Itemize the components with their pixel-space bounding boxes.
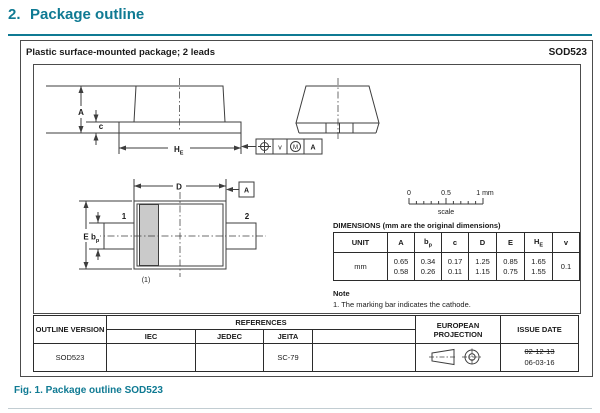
unit-cell: mm — [334, 253, 388, 281]
scale-tick-0: 0 — [407, 190, 411, 197]
label-D: D — [176, 182, 182, 192]
dimensions-table — [333, 232, 580, 281]
value-A: 0.65 0.58 — [388, 253, 415, 281]
col-v: v — [553, 233, 580, 253]
iec-cell — [107, 344, 196, 372]
issue-date-cell — [501, 344, 579, 372]
value-HE: 1.65 1.55 — [525, 253, 553, 281]
jedec-header: JEDEC — [196, 330, 264, 344]
pin-2-label: 2 — [244, 212, 250, 221]
projection-symbol-cell — [416, 344, 501, 372]
package-name: SOD523 — [548, 47, 587, 58]
scale-tick-05: 0.5 — [441, 190, 451, 197]
label-bp: $b_p$ — [91, 232, 100, 244]
section-number: 2. — [8, 6, 21, 23]
value-v: 0.1 — [553, 253, 580, 281]
iec-header: IEC — [107, 330, 196, 344]
ref-data-row — [34, 344, 579, 372]
tolerance-datum: A — [310, 144, 316, 152]
outline-version-header: OUTLINE VERSION — [34, 316, 107, 344]
label-A: A — [78, 108, 84, 117]
references-header: REFERENCES — [107, 316, 416, 330]
jeita-cell: SC-79 — [264, 344, 313, 372]
jedec-cell — [196, 344, 264, 372]
section-title-text: Package outline — [30, 6, 145, 23]
side-view — [46, 78, 322, 154]
label-E: E — [83, 232, 89, 242]
outline-version-cell: SOD523 — [34, 344, 107, 372]
position-symbol-icon — [258, 140, 271, 153]
title-rule — [8, 34, 592, 36]
label-c: c — [98, 122, 104, 131]
jeita-header: JEITA — [264, 330, 313, 344]
dimensions-heading: DIMENSIONS (mm are the original dimensions) — [333, 221, 501, 230]
dimensions-header-row — [334, 233, 580, 253]
col-HE: $H_E$ — [525, 233, 553, 253]
first-angle-projection-icon — [429, 347, 487, 367]
pin-1-label: 1 — [121, 212, 127, 221]
figure-caption: Fig. 1. Package outline SOD523 — [14, 385, 163, 396]
tolerance-modifier: M — [293, 145, 298, 151]
scale-tick-1mm: 1 mm — [476, 190, 494, 197]
issue-date-old: 02-12-13 — [524, 347, 555, 357]
ref-header-row-1 — [34, 316, 579, 330]
col-bp: $b_p$ — [415, 233, 442, 253]
note-item: 1. The marking bar indicates the cathode. — [333, 300, 471, 309]
value-E: 0.85 0.75 — [497, 253, 525, 281]
label-HE: $H_E$ — [174, 145, 184, 157]
package-description: Plastic surface-mounted package; 2 leads — [26, 47, 216, 58]
issue-date-new: 06-03-16 — [524, 357, 555, 367]
european-projection-header: EUROPEAN PROJECTION — [416, 316, 501, 344]
ref-extra-header — [313, 330, 416, 344]
cathode-marking-bar — [140, 205, 159, 266]
col-D: D — [469, 233, 497, 253]
issue-date-header: ISSUE DATE — [501, 316, 579, 344]
end-view — [296, 78, 379, 141]
side-view-leadframe — [119, 122, 241, 133]
col-c: c — [442, 233, 469, 253]
scale-caption: scale — [437, 209, 455, 216]
reference-table — [33, 315, 579, 372]
ref-extra-cell — [313, 344, 416, 372]
tolerance-value: v — [278, 144, 282, 152]
side-view-body — [134, 86, 225, 122]
datum-A-label: A — [243, 187, 250, 195]
dimensions-value-row — [334, 253, 580, 281]
footnote-marker: (1) — [141, 277, 151, 284]
value-c: 0.17 0.11 — [442, 253, 469, 281]
value-bp: 0.34 0.26 — [415, 253, 442, 281]
scale-bar — [409, 198, 483, 204]
col-E: E — [497, 233, 525, 253]
footer-rule — [8, 408, 592, 409]
end-view-body — [296, 86, 379, 123]
page-title — [8, 6, 144, 23]
col-A: A — [388, 233, 415, 253]
col-unit: UNIT — [334, 233, 388, 253]
value-D: 1.25 1.15 — [469, 253, 497, 281]
note-heading: Note — [333, 289, 350, 298]
top-view — [79, 179, 266, 277]
